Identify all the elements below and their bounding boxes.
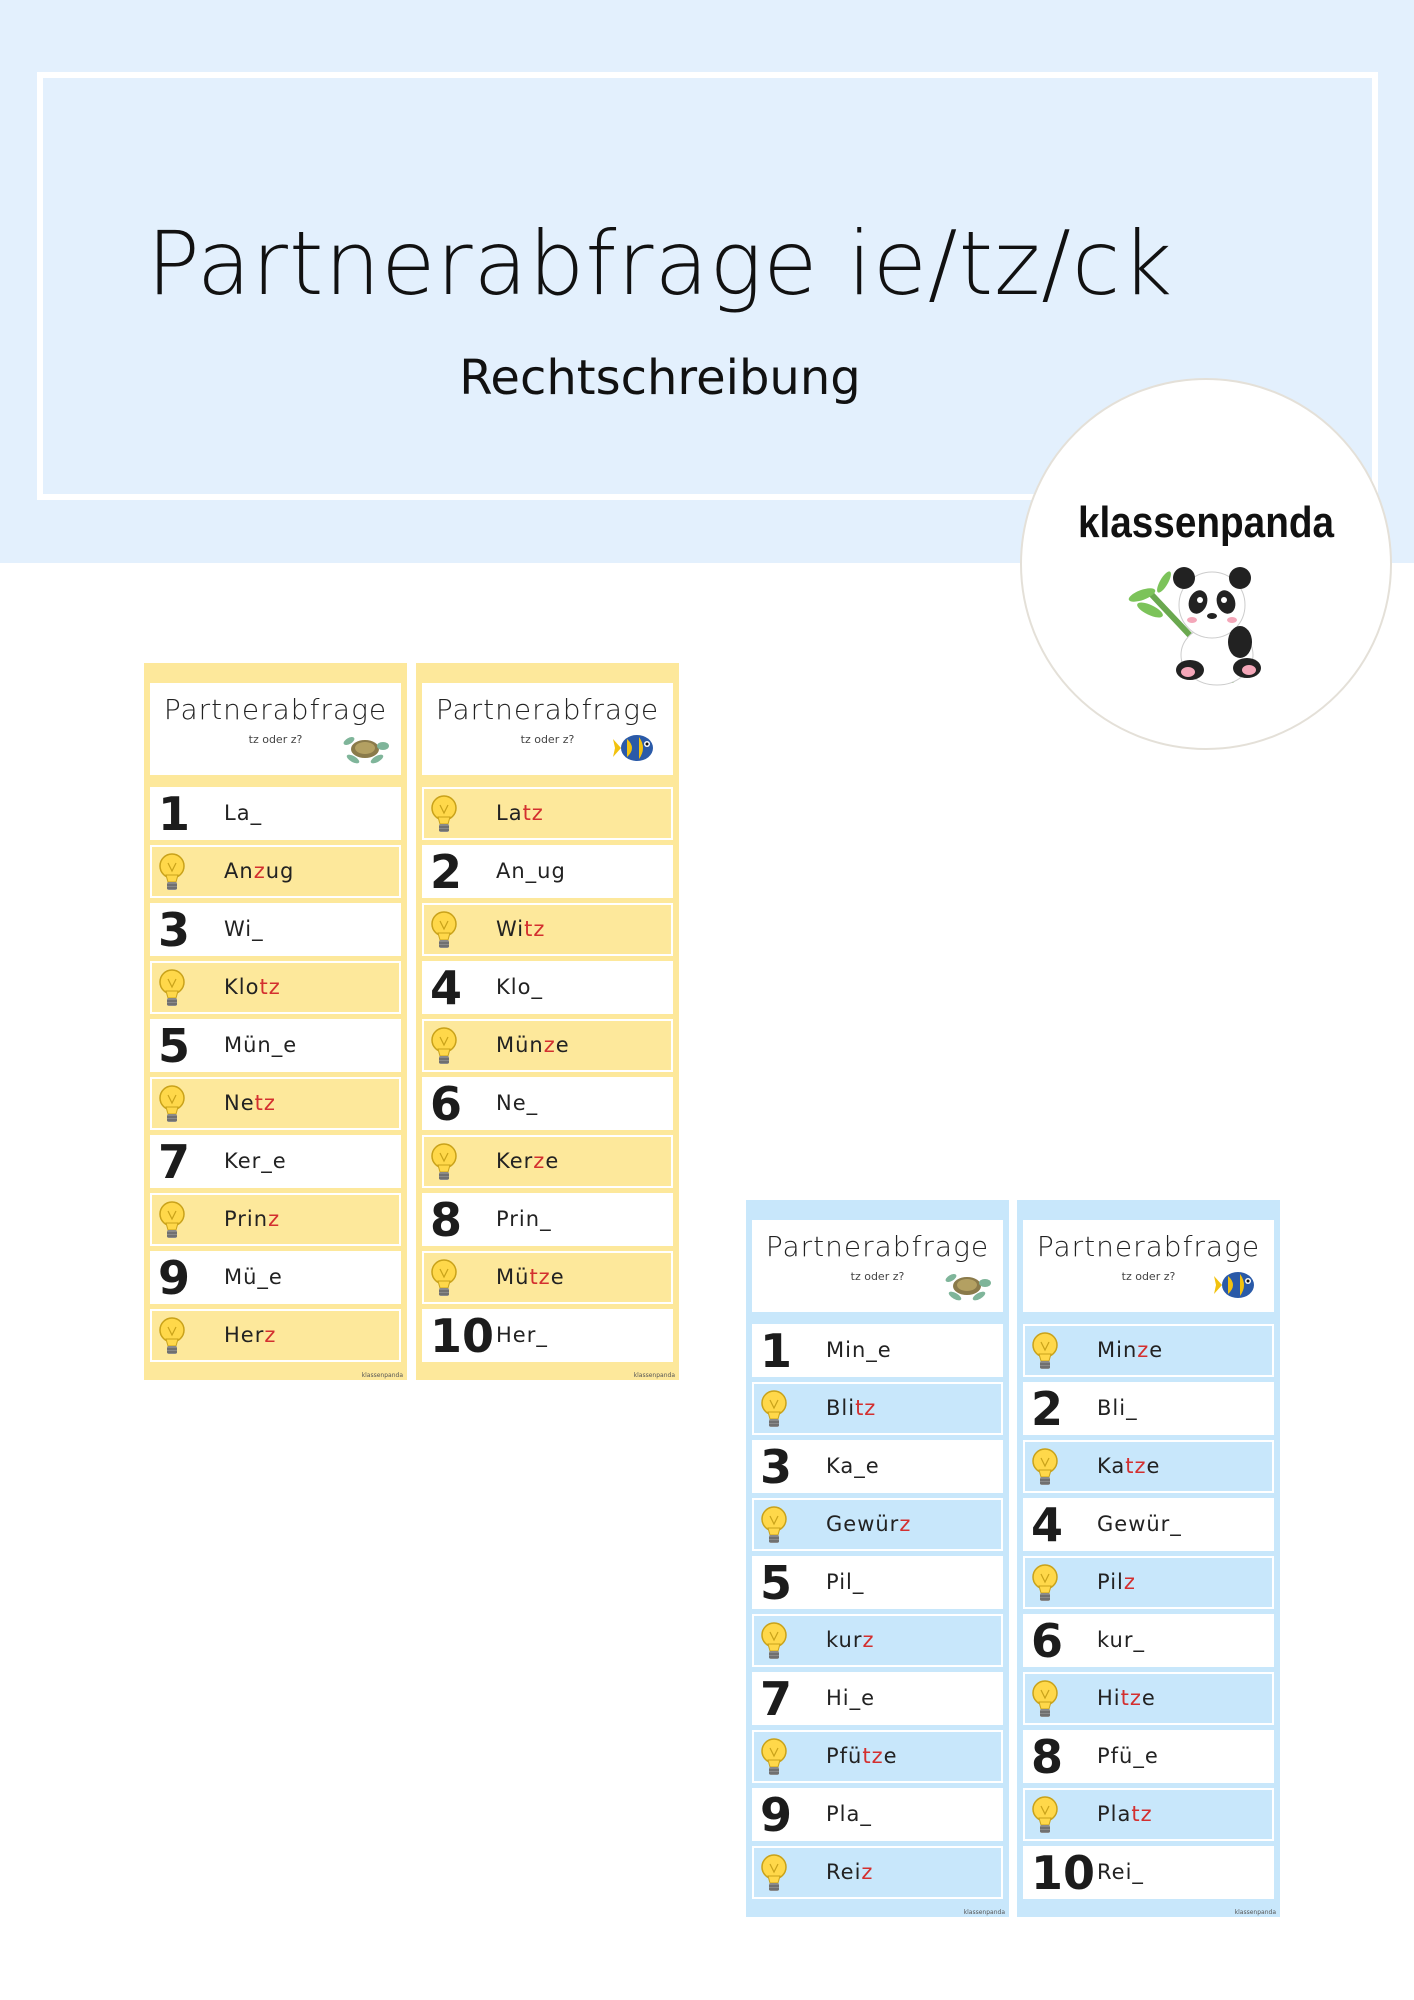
card-rows xyxy=(1023,1324,1274,1899)
row-word xyxy=(826,1384,876,1433)
row-number: 10 xyxy=(1031,1846,1096,1900)
answer-row xyxy=(422,903,673,956)
row-word xyxy=(826,1442,880,1491)
word-part: Bli xyxy=(826,1396,856,1420)
row-word xyxy=(826,1326,892,1375)
lightbulb-icon xyxy=(156,967,188,1011)
lightbulb-icon xyxy=(428,793,460,837)
fish-icon xyxy=(613,729,663,767)
row-word xyxy=(1097,1442,1160,1491)
word-part: Wi xyxy=(496,917,525,941)
card-rows xyxy=(752,1324,1003,1899)
row-number: 6 xyxy=(1031,1614,1064,1668)
answer-row xyxy=(422,1135,673,1188)
highlighted-letters: z xyxy=(264,1323,277,1347)
question-row xyxy=(150,903,401,956)
lightbulb-icon xyxy=(1029,1446,1061,1490)
word-part: Pfü xyxy=(826,1744,863,1768)
row-word xyxy=(1097,1384,1138,1433)
row-word xyxy=(1097,1732,1159,1781)
question-row xyxy=(422,1193,673,1246)
answer-row xyxy=(752,1382,1003,1435)
highlighted-letters: tz xyxy=(524,917,546,941)
highlighted-letters: tz xyxy=(855,1396,877,1420)
row-word xyxy=(1097,1326,1163,1375)
highlighted-letters: tz xyxy=(862,1744,884,1768)
word-part: Ka xyxy=(1097,1454,1126,1478)
question-row xyxy=(422,1309,673,1362)
question-row xyxy=(752,1440,1003,1493)
word-part: Her_ xyxy=(496,1323,548,1347)
word-part: e xyxy=(555,1033,570,1057)
question-row xyxy=(752,1556,1003,1609)
highlighted-letters: z xyxy=(899,1512,912,1536)
row-number: 4 xyxy=(430,961,463,1015)
row-word xyxy=(496,963,543,1012)
word-part: Hi_e xyxy=(826,1686,876,1710)
word-part: Rei xyxy=(826,1860,862,1884)
row-number: 7 xyxy=(760,1672,793,1726)
answer-row xyxy=(422,787,673,840)
lightbulb-icon xyxy=(758,1852,790,1896)
answer-row xyxy=(752,1730,1003,1783)
row-word xyxy=(826,1558,864,1607)
card-header xyxy=(150,683,401,775)
row-number: 2 xyxy=(430,845,463,899)
answer-row xyxy=(150,1077,401,1130)
answer-row xyxy=(1023,1556,1274,1609)
word-part: Klo_ xyxy=(496,975,543,999)
word-part: Gewür xyxy=(826,1512,900,1536)
row-word xyxy=(1097,1616,1145,1665)
row-number: 9 xyxy=(158,1251,191,1305)
row-number: 1 xyxy=(760,1324,793,1378)
answer-row xyxy=(150,1309,401,1362)
card-rows xyxy=(150,787,401,1362)
question-row xyxy=(150,1135,401,1188)
word-part: Her xyxy=(224,1323,265,1347)
page-subtitle: Rechtschreibung xyxy=(459,350,861,406)
highlighted-letters: tz xyxy=(1120,1686,1142,1710)
highlighted-letters: z xyxy=(268,1207,281,1231)
word-part: e xyxy=(1141,1686,1156,1710)
row-number: 9 xyxy=(760,1788,793,1842)
logo-badge xyxy=(1020,378,1392,750)
word-part: An_ug xyxy=(496,859,566,883)
row-word xyxy=(826,1674,875,1723)
word-part: e xyxy=(1149,1338,1164,1362)
row-number: 6 xyxy=(430,1077,463,1131)
row-word xyxy=(224,1195,280,1244)
highlighted-letters: tz xyxy=(254,1091,276,1115)
highlighted-letters: z xyxy=(533,1149,546,1173)
lightbulb-icon xyxy=(156,1083,188,1127)
row-word xyxy=(496,1021,570,1070)
word-part: Ker_e xyxy=(224,1149,287,1173)
word-part: e xyxy=(1146,1454,1161,1478)
card-header xyxy=(1023,1220,1274,1312)
question-row xyxy=(1023,1382,1274,1435)
flashcard-blue-1 xyxy=(746,1200,1009,1917)
word-part: Hi xyxy=(1097,1686,1121,1710)
answer-row xyxy=(422,1019,673,1072)
highlighted-letters: z xyxy=(1123,1570,1136,1594)
highlighted-letters: z xyxy=(862,1628,875,1652)
row-word xyxy=(826,1732,898,1781)
word-part: Min xyxy=(1097,1338,1138,1362)
answer-row xyxy=(752,1614,1003,1667)
word-part: kur xyxy=(826,1628,863,1652)
row-number: 5 xyxy=(760,1556,793,1610)
highlighted-letters: z xyxy=(1137,1338,1150,1362)
question-row xyxy=(422,961,673,1014)
word-part: La xyxy=(496,801,523,825)
word-part: Mü xyxy=(496,1265,530,1289)
word-part: Ne xyxy=(224,1091,255,1115)
row-number: 10 xyxy=(430,1309,495,1363)
word-part: Prin xyxy=(224,1207,269,1231)
answer-row xyxy=(150,1193,401,1246)
lightbulb-icon xyxy=(156,851,188,895)
word-part: Ker xyxy=(496,1149,534,1173)
row-number: 3 xyxy=(760,1440,793,1494)
lightbulb-icon xyxy=(1029,1562,1061,1606)
word-part: e xyxy=(550,1265,565,1289)
lightbulb-icon xyxy=(428,1257,460,1301)
question-row xyxy=(422,845,673,898)
turtle-icon xyxy=(943,1266,993,1304)
row-word xyxy=(496,1253,565,1302)
card-header xyxy=(752,1220,1003,1312)
word-part: Prin_ xyxy=(496,1207,552,1231)
row-word xyxy=(224,1137,287,1186)
flashcard-yellow-2 xyxy=(416,663,679,1380)
word-part: Mün_e xyxy=(224,1033,298,1057)
answer-row xyxy=(1023,1672,1274,1725)
fish-icon xyxy=(1214,1266,1264,1304)
word-part: Mün xyxy=(496,1033,544,1057)
row-word xyxy=(1097,1674,1156,1723)
highlighted-letters: tz xyxy=(259,975,281,999)
row-word xyxy=(224,1311,276,1360)
highlighted-letters: tz xyxy=(529,1265,551,1289)
word-part: Mü_e xyxy=(224,1265,283,1289)
row-number: 3 xyxy=(158,903,191,957)
row-word xyxy=(826,1848,873,1897)
word-part: e xyxy=(883,1744,898,1768)
row-word xyxy=(496,1195,552,1244)
row-number: 4 xyxy=(1031,1498,1064,1552)
question-row xyxy=(150,787,401,840)
highlighted-letters: tz xyxy=(1131,1802,1153,1826)
answer-row xyxy=(1023,1440,1274,1493)
word-part: Pla_ xyxy=(826,1802,872,1826)
word-part: Gewür_ xyxy=(1097,1512,1182,1536)
row-word xyxy=(1097,1848,1144,1897)
lightbulb-icon xyxy=(428,1025,460,1069)
turtle-icon xyxy=(341,729,391,767)
row-word xyxy=(496,847,566,896)
word-part: Ka_e xyxy=(826,1454,880,1478)
card-rows xyxy=(422,787,673,1362)
logo-text: klassenpanda xyxy=(1077,498,1335,547)
word-part: Pla xyxy=(1097,1802,1132,1826)
page-title: Partnerabfrage ie/tz/ck xyxy=(146,212,1174,315)
row-word xyxy=(496,1311,548,1360)
question-row xyxy=(752,1324,1003,1377)
lightbulb-icon xyxy=(1029,1330,1061,1374)
lightbulb-icon xyxy=(1029,1678,1061,1722)
word-part: ug xyxy=(265,859,295,883)
row-word xyxy=(224,905,264,954)
card-subtitle: tz oder z? xyxy=(520,733,575,746)
question-row xyxy=(1023,1846,1274,1899)
card-subtitle: tz oder z? xyxy=(248,733,303,746)
card-title: Partnerabfrage xyxy=(765,1230,990,1263)
answer-row xyxy=(1023,1324,1274,1377)
word-part: Bli_ xyxy=(1097,1396,1138,1420)
lightbulb-icon xyxy=(758,1620,790,1664)
row-word xyxy=(224,847,294,896)
word-part: Wi_ xyxy=(224,917,264,941)
word-part: Pil xyxy=(1097,1570,1124,1594)
row-word xyxy=(224,1021,297,1070)
lightbulb-icon xyxy=(156,1199,188,1243)
row-word xyxy=(224,963,281,1012)
row-word xyxy=(1097,1500,1182,1549)
row-number: 1 xyxy=(158,787,191,841)
highlighted-letters: z xyxy=(861,1860,874,1884)
lightbulb-icon xyxy=(758,1504,790,1548)
question-row xyxy=(422,1077,673,1130)
word-part: Ne_ xyxy=(496,1091,539,1115)
lightbulb-icon xyxy=(758,1736,790,1780)
row-word xyxy=(1097,1790,1153,1839)
lightbulb-icon xyxy=(156,1315,188,1359)
highlighted-letters: tz xyxy=(522,801,544,825)
card-title: Partnerabfrage xyxy=(1036,1230,1261,1263)
answer-row xyxy=(1023,1788,1274,1841)
row-word xyxy=(496,1079,538,1128)
row-word xyxy=(224,1079,276,1128)
row-word xyxy=(826,1500,911,1549)
row-word xyxy=(496,789,544,838)
question-row xyxy=(150,1019,401,1072)
panda-icon xyxy=(1122,560,1282,690)
row-word xyxy=(496,905,545,954)
row-number: 8 xyxy=(430,1193,463,1247)
word-part: Pil_ xyxy=(826,1570,865,1594)
answer-row xyxy=(752,1846,1003,1899)
highlighted-letters: z xyxy=(253,859,266,883)
answer-row xyxy=(752,1498,1003,1551)
word-part: Min_e xyxy=(826,1338,892,1362)
word-part: kur_ xyxy=(1097,1628,1145,1652)
question-row xyxy=(752,1788,1003,1841)
row-word xyxy=(826,1790,872,1839)
row-word xyxy=(224,789,262,838)
row-word xyxy=(224,1253,283,1302)
lightbulb-icon xyxy=(428,1141,460,1185)
row-word xyxy=(826,1616,875,1665)
answer-row xyxy=(422,1251,673,1304)
question-row xyxy=(1023,1730,1274,1783)
card-subtitle: tz oder z? xyxy=(850,1270,905,1283)
question-row xyxy=(150,1251,401,1304)
word-part: Pfü_e xyxy=(1097,1744,1159,1768)
card-footer: klassenpanda xyxy=(1234,1909,1276,1916)
word-part: Klo xyxy=(224,975,260,999)
highlighted-letters: z xyxy=(543,1033,556,1057)
card-footer: klassenpanda xyxy=(963,1909,1005,1916)
flashcard-yellow-1 xyxy=(144,663,407,1380)
word-part: Rei_ xyxy=(1097,1860,1144,1884)
question-row xyxy=(1023,1614,1274,1667)
highlighted-letters: tz xyxy=(1125,1454,1147,1478)
row-number: 7 xyxy=(158,1135,191,1189)
question-row xyxy=(1023,1498,1274,1551)
flashcard-blue-2 xyxy=(1017,1200,1280,1917)
card-title: Partnerabfrage xyxy=(163,693,388,726)
answer-row xyxy=(150,961,401,1014)
word-part: e xyxy=(545,1149,560,1173)
card-subtitle: tz oder z? xyxy=(1121,1270,1176,1283)
card-title: Partnerabfrage xyxy=(435,693,660,726)
row-number: 5 xyxy=(158,1019,191,1073)
row-word xyxy=(1097,1558,1136,1607)
lightbulb-icon xyxy=(758,1388,790,1432)
row-number: 2 xyxy=(1031,1382,1064,1436)
row-word xyxy=(496,1137,559,1186)
card-footer: klassenpanda xyxy=(633,1372,675,1379)
card-header xyxy=(422,683,673,775)
answer-row xyxy=(150,845,401,898)
card-footer: klassenpanda xyxy=(361,1372,403,1379)
word-part: La_ xyxy=(224,801,263,825)
lightbulb-icon xyxy=(1029,1794,1061,1838)
row-number: 8 xyxy=(1031,1730,1064,1784)
question-row xyxy=(752,1672,1003,1725)
word-part: An xyxy=(224,859,254,883)
lightbulb-icon xyxy=(428,909,460,953)
